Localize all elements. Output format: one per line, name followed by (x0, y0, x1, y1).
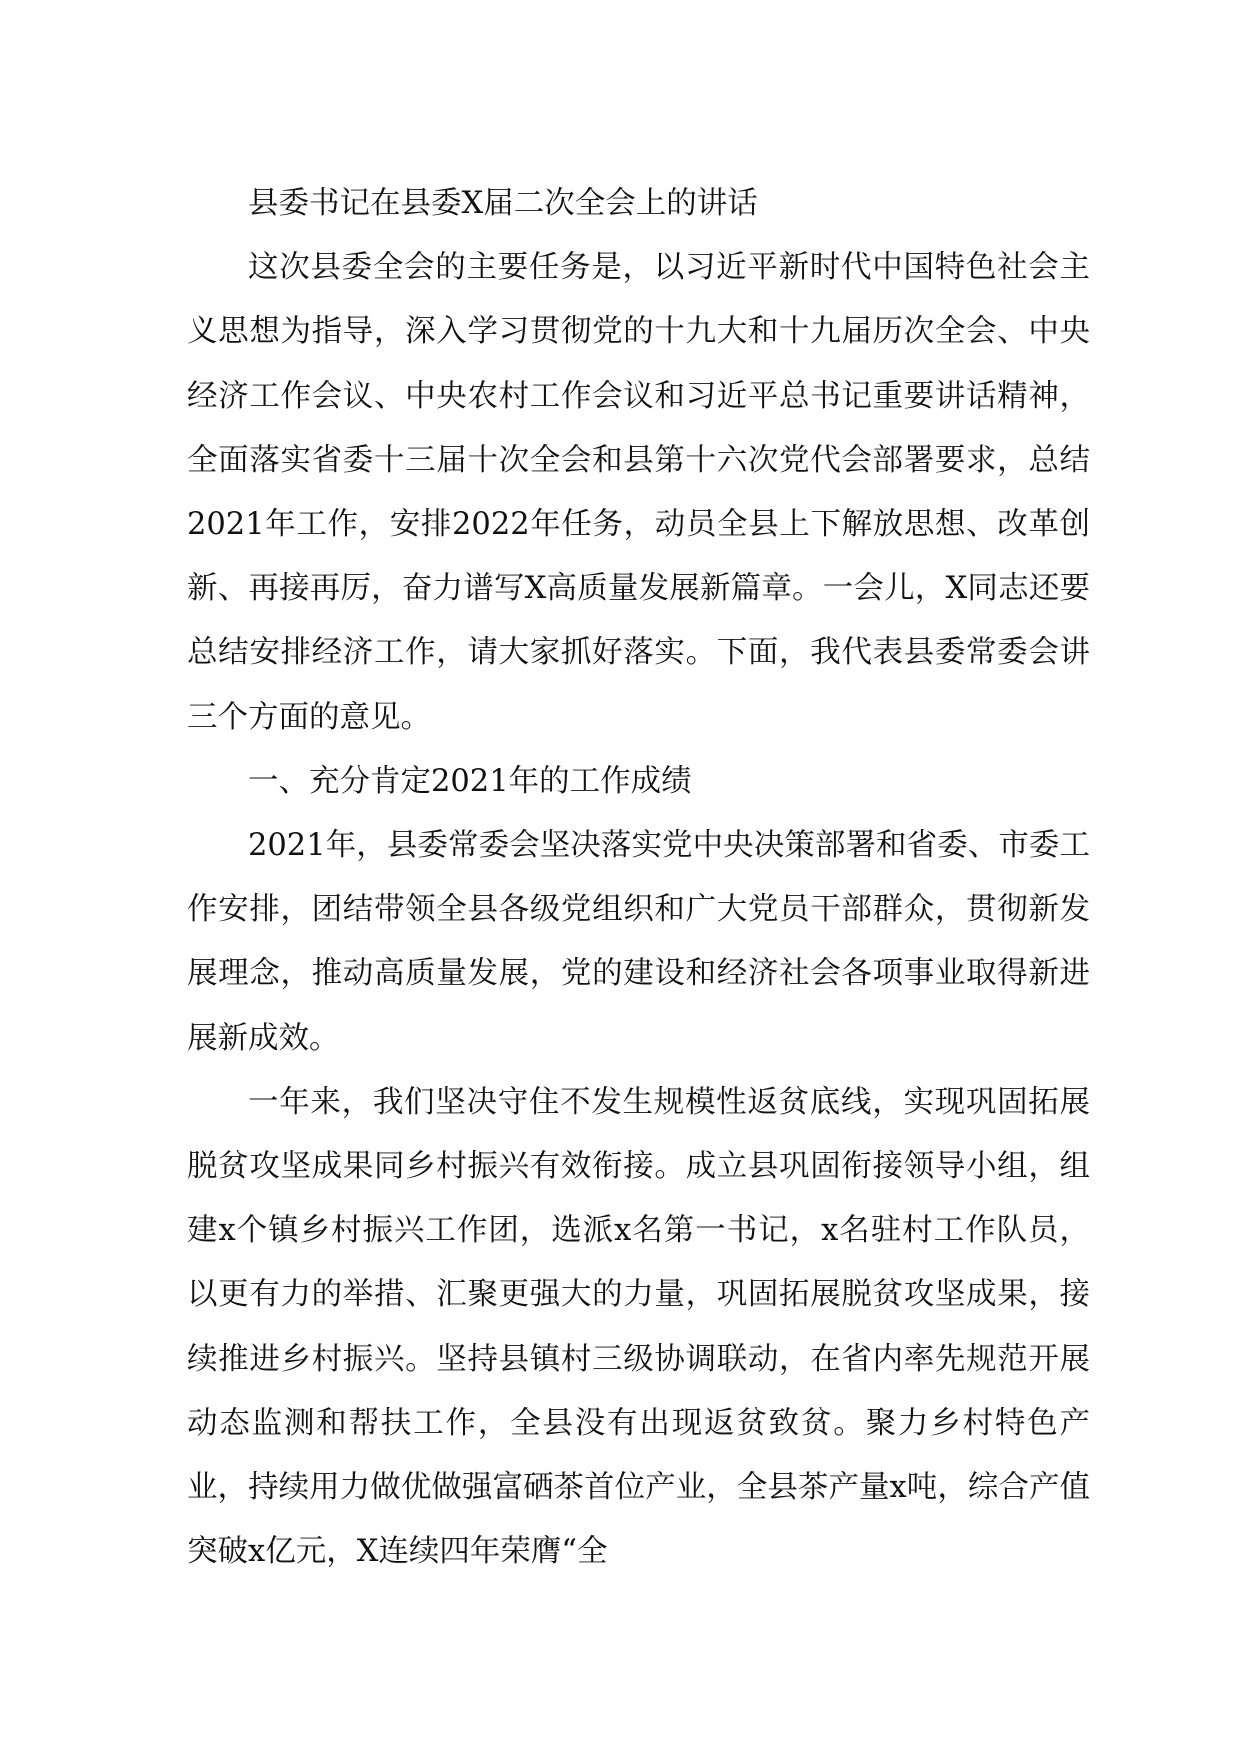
paragraph-intro: 这次县委全会的主要任务是，以习近平新时代中国特色社会主义思想为指导，深入学习贯彻党的十九大和十九届历次全会、中央经济工作会议、中央农村工作会议和习近平总书记重要讲话精神，全面落实省委十三届十次全会和县第十六次党代会部署要求，总结2021年工作，安排2022年任务，动员全县上下解放思想、改革创新、再接再厉，奋力谱写X高质量发展新篇章。一会儿，X同志还要总结安排经济工作，请大家抓好落实。下面，我代表县委常委会讲三个方面的意见。 (187, 250, 1090, 735)
paragraph-summary-2021: 2021年，县委常委会坚决落实党中央决策部署和省委、市委工作安排，团结带领全县各级党组织和广大党员干部群众，贯彻新发展理念，推动高质量发展，党的建设和经济社会各项事业取得新进展新成效。 (187, 828, 1090, 1056)
document-title: 县委书记在县委X届二次全会上的讲话 (248, 186, 758, 221)
section-heading-1: 一、充分肯定2021年的工作成绩 (248, 763, 692, 799)
paragraph-poverty-alleviation: 一年来，我们坚决守住不发生规模性返贫底线，实现巩固拓展脱贫攻坚成果同乡村振兴有效衔接。成立县巩固衔接领导小组，组建x个镇乡村振兴工作团，选派x名第一书记，x名驻村工作队员，以更有力的举措、汇聚更强大的力量，巩固拓展脱贫攻坚成果，接续推进乡村振兴。坚持县镇村三级协调联动，在省内率先规范开展动态监测和帮扶工作，全县没有出现返贫致贫。聚力乡村特色产业，持续用力做优做强富硒茶首位产业，全县茶产量x吨，综合产值突破x亿元，X连续四年荣膺“全 (187, 1084, 1090, 1570)
